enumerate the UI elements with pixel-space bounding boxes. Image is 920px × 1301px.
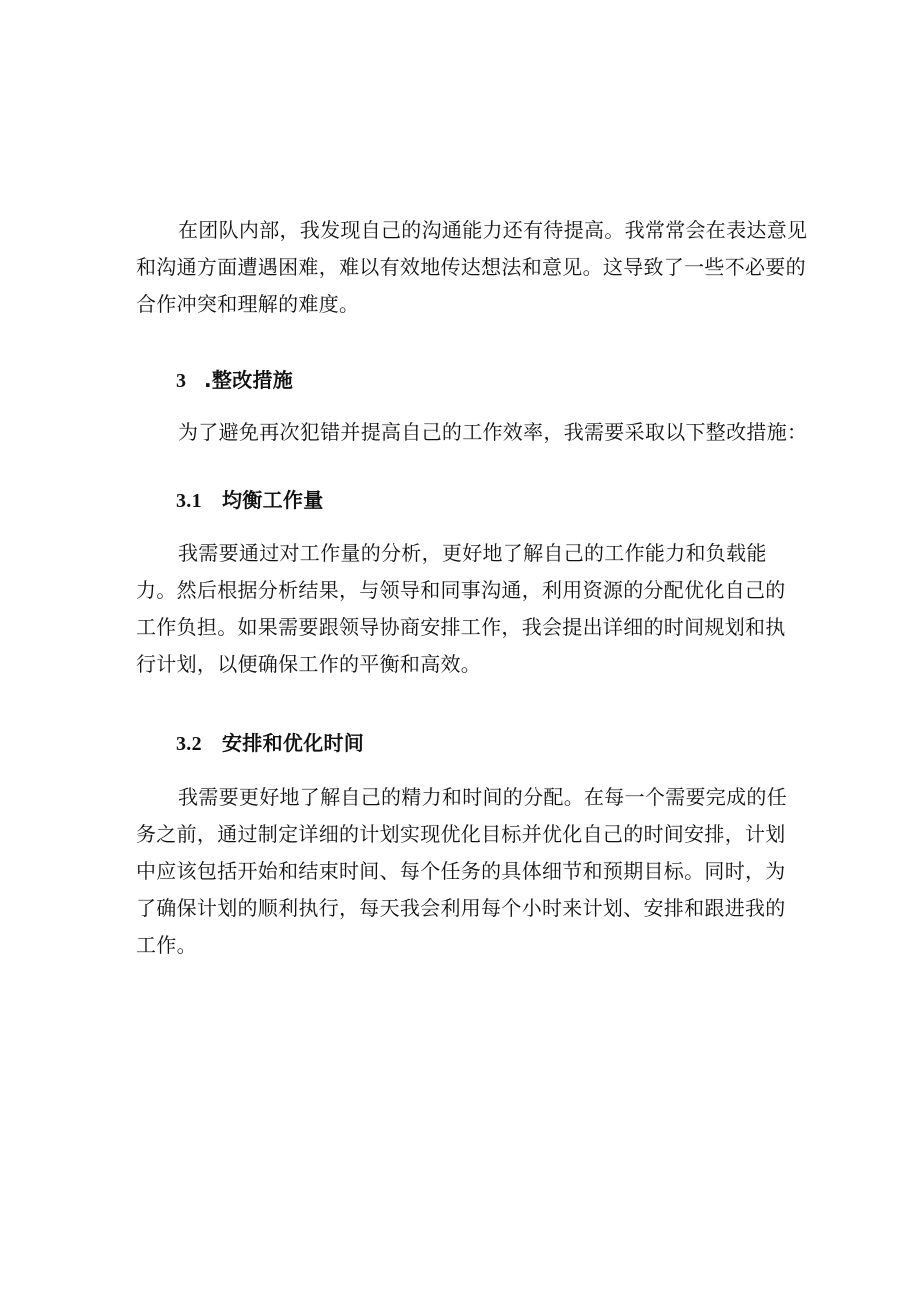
- section-title: 安排和优化时间: [222, 731, 365, 755]
- paragraph-time-management: [136, 779, 796, 964]
- paragraph-line: 我需要通过对工作量的分析，更好地了解自己的工作能力和负载能: [178, 541, 767, 565]
- section-number: 3: [176, 370, 187, 392]
- section-3-1-heading: [176, 484, 836, 513]
- section-title: .整改措施: [204, 368, 294, 392]
- paragraph-line: 我需要更好地了解自己的精力和时间的分配。在每一个需要完成的任: [178, 785, 787, 809]
- paragraph-line: 力。然后根据分析结果，与领导和同事沟通，利用资源的分配优化自己的: [136, 578, 786, 602]
- paragraph-line: 和沟通方面遭遇困难，难以有效地传达想法和意见。这导致了一些不必要的: [136, 255, 806, 279]
- paragraph-communication: [136, 212, 808, 323]
- paragraph-line: 在团队内部，我发现自己的沟通能力还有待提高。我常常会在表达意见: [178, 218, 808, 242]
- paragraph-line: 合作冲突和理解的难度。: [136, 292, 360, 316]
- section-title: 均衡工作量: [222, 488, 324, 512]
- paragraph-intro: [136, 414, 808, 451]
- paragraph-line: 了确保计划的顺利执行，每天我会利用每个小时来计划、安排和跟进我的: [136, 896, 786, 920]
- section-number: 3.1: [176, 490, 202, 512]
- section-3-heading: [176, 364, 836, 393]
- paragraph-line: 务之前，通过制定详细的计划实现优化目标并优化自己的时间安排，计划: [136, 822, 786, 846]
- section-3-2-heading: [176, 727, 836, 756]
- paragraph-line: 工作。: [136, 933, 197, 957]
- paragraph-line: 工作负担。如果需要跟领导协商安排工作，我会提出详细的时间规划和执: [136, 615, 786, 639]
- paragraph-line: 为了避免再次犯错并提高自己的工作效率，我需要采取以下整改措施：: [178, 420, 808, 444]
- paragraph-line: 行计划，以便确保工作的平衡和高效。: [136, 652, 482, 676]
- paragraph-line: 中应该包括开始和结束时间、每个任务的具体细节和预期目标。同时，为: [136, 859, 786, 883]
- paragraph-workload: [136, 535, 796, 683]
- section-number: 3.2: [176, 733, 202, 755]
